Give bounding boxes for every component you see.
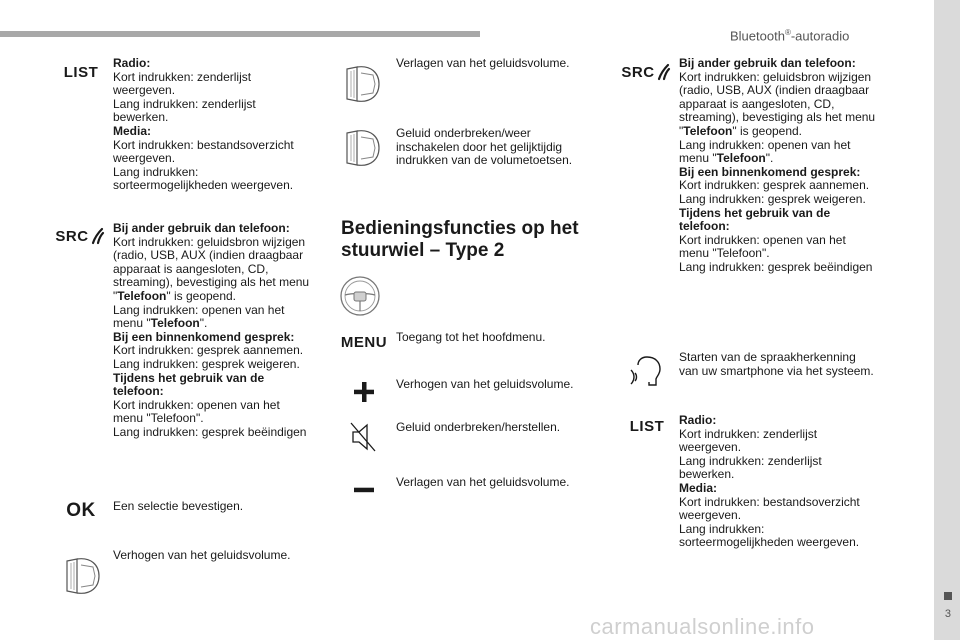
watermark: carmanualsonline.info: [590, 614, 815, 639]
page-number: 3: [944, 608, 951, 620]
side-tab: [934, 0, 960, 640]
list-icon: LIST: [63, 63, 99, 81]
src-phone-icon: SRC: [55, 224, 105, 248]
header-suffix: -autoradio: [790, 28, 850, 44]
col2-minus-description: Verlagen van het geluidsvolume.: [396, 475, 570, 489]
mute-speaker-icon: [348, 420, 378, 454]
menu-icon: MENU: [340, 333, 388, 351]
col3-voice-description: Starten van de spraakherkenning van uw smartphone via het systeem.: [679, 350, 874, 378]
minus-icon: [350, 484, 378, 496]
side-tab-marker: [944, 592, 952, 600]
list-icon-2: LIST: [629, 417, 665, 435]
src-phone-icon-2: SRC: [621, 60, 671, 84]
plus-icon: [350, 378, 378, 406]
col1-ok-description: Een selectie bevestigen.: [113, 499, 244, 513]
volume-up-wheel-icon: [60, 552, 104, 600]
col3-src-description: Bij ander gebruik dan telefoon: Kort indrukken: geluidsbron wijzigen (radio, USB, AUX (indien draagbaar apparaat is aangesloten, CD, streaming), bevestiging als het menu "Telefoon" is geopend. Lang indrukken: openen van het menu "Telefoon". Bij een binnenkomend gesprek: Kort indrukken: gesprek aannemen. Lang indrukken: gesprek weigeren. Tijdens het gebruik van de telefoon: Kort indrukken: openen van het menu "Telefoon". Lang indrukken: gesprek beëindigen: [679, 56, 876, 274]
col1-src-description: Bij ander gebruik dan telefoon: Kort indrukken: geluidsbron wijzigen (radio, USB, AUX (indien draagbaar apparaat is aangesloten, CD, streaming), bevestiging als het menu "Telefoon" is geopend. Lang indrukken: openen van het menu "Telefoon". Bij een binnenkomend gesprek: Kort indrukken: gesprek aannemen. Lang indrukken: gesprek weigeren. Tijdens het gebruik van de telefoon: Kort indrukken: openen van het menu "Telefoon". Lang indrukken: gesprek beëindigen: [113, 221, 310, 439]
header-title: Bluetooth: [730, 28, 785, 44]
col3-list-description: Radio: Kort indrukken: zenderlijst weergeven. Lang indrukken: zenderlijst bewerken. Media: Kort indrukken: bestandsoverzicht weergeven. Lang indrukken: sorteermogelijkheden weergeven.: [679, 413, 860, 550]
header-rule: [0, 31, 480, 37]
col2-plus-description: Verhogen van het geluidsvolume.: [396, 377, 574, 391]
col2-mute-description: Geluid onderbreken/weer inschakelen door het gelijktijdig indrukken van de volumetoetsen.: [396, 126, 573, 168]
header-registered-mark: ®: [784, 28, 791, 37]
section-title: Bedieningsfuncties op het stuurwiel – Type 2: [341, 218, 579, 261]
col2-mute2-description: Geluid onderbreken/herstellen.: [396, 420, 561, 434]
mute-wheel-icon: [340, 124, 384, 172]
col2-menu-description: Toegang tot het hoofdmenu.: [396, 330, 546, 344]
steering-wheel-icon: [336, 272, 384, 320]
page-header: [730, 28, 849, 43]
voice-recognition-icon: [626, 352, 666, 392]
col1-volume-up-description: Verhogen van het geluidsvolume.: [113, 548, 291, 562]
col1-list-description: Radio: Kort indrukken: zenderlijst weergeven. Lang indrukken: zenderlijst bewerken. Media: Kort indrukken: bestandsoverzicht weergeven. Lang indrukken: sorteermogelijkheden weergeven.: [113, 56, 294, 193]
ok-icon: OK: [66, 500, 96, 521]
col2-volume-down-description: Verlagen van het geluidsvolume.: [396, 56, 570, 70]
volume-down-wheel-icon: [340, 60, 384, 108]
